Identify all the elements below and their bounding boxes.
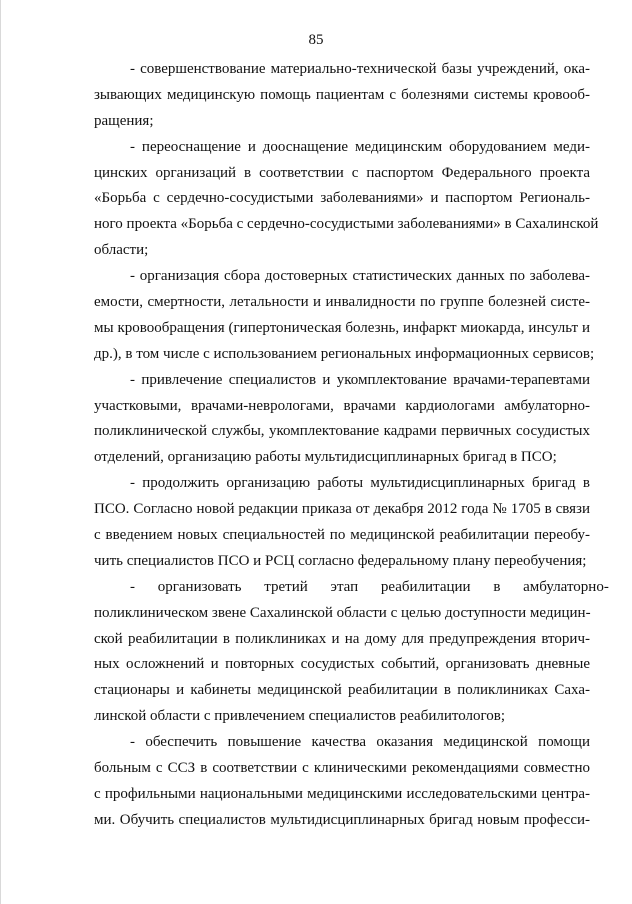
- text-line: отделений, организацию работы мультидисциплинарных бригад в ПСО;: [94, 449, 557, 466]
- text-line: зывающих медицинскую помощь пациентам с болезнями системы кровооб-: [94, 86, 590, 103]
- text-line: участковыми, врачами-неврологами, врачами кардиологами амбулаторно-: [94, 397, 590, 414]
- document-body: [94, 57, 609, 834]
- text-line: емости, смертности, летальности и инвалидности по группе болезней систе-: [94, 294, 590, 311]
- text-line: поликлинической службы, укомплектование кадрами первичных сосудистых: [94, 423, 590, 440]
- paragraph: [94, 730, 590, 834]
- text-line: больным с ССЗ в соответствии с клиническими рекомендациями совместно: [94, 760, 590, 777]
- paragraph: [94, 575, 609, 730]
- text-line: ской реабилитации в поликлиниках и на дому для предупреждения вторич-: [94, 630, 590, 647]
- text-line: ных осложнений и повторных сосудистых событий, организовать дневные: [94, 656, 590, 673]
- text-line: мы кровообращения (гипертоническая болезнь, инфаркт миокарда, инсульт и: [94, 319, 590, 336]
- text-line: ращения;: [94, 112, 154, 129]
- text-line: - продолжить организацию работы мультидисциплинарных бригад в: [130, 475, 590, 492]
- text-line: стационары и кабинеты медицинской реабилитации в поликлиниках Саха-: [94, 682, 590, 699]
- text-line: - организовать третий этап реабилитации в амбулаторно-: [130, 578, 609, 595]
- text-line: чить специалистов ПСО и РСЦ согласно федеральному плану переобучения;: [94, 552, 587, 569]
- text-line: с введением новых специальностей по медицинской реабилитации переобу-: [94, 527, 590, 544]
- text-line: ного проекта «Борьба с сердечно-сосудистыми заболеваниями» в Сахалинской: [94, 216, 599, 233]
- paragraph: [94, 368, 590, 472]
- text-line: - переоснащение и дооснащение медицинским оборудованием меди-: [130, 138, 590, 155]
- text-line: области;: [94, 242, 149, 259]
- paragraph: [94, 135, 599, 264]
- text-line: - совершенствование материально-технической базы учреждений, ока-: [130, 61, 590, 77]
- text-line: - организация сбора достоверных статистических данных по заболева-: [130, 268, 590, 285]
- text-line: линской области с привлечением специалистов реабилитологов;: [94, 708, 506, 725]
- text-line: цинских организаций в соответствии с паспортом Федерального проекта: [94, 164, 590, 181]
- paragraph: [94, 471, 590, 575]
- text-line: с профильными национальными медицинскими исследовательскими центра-: [94, 785, 590, 802]
- text-line: ПСО. Согласно новой редакции приказа от декабря 2012 года № 1705 в связи: [94, 501, 590, 518]
- paragraph: [94, 57, 590, 135]
- text-line: «Борьба с сердечно-сосудистыми заболеваниями» и паспортом Региональ-: [94, 190, 590, 207]
- paragraph: [94, 264, 595, 368]
- text-line: поликлиническом звене Сахалинской области с целью доступности медицин-: [94, 604, 591, 621]
- text-line: ми. Обучить специалистов мультидисциплинарных бригад новым професси-: [94, 811, 590, 828]
- page-number: 85: [308, 32, 324, 48]
- text-line: - обеспечить повышение качества оказания медицинской помощи: [130, 734, 590, 751]
- text-line: др.), в том числе с использованием региональных информационных сервисов;: [94, 345, 595, 362]
- text-line: - привлечение специалистов и укомплектование врачами-терапевтами: [130, 371, 590, 388]
